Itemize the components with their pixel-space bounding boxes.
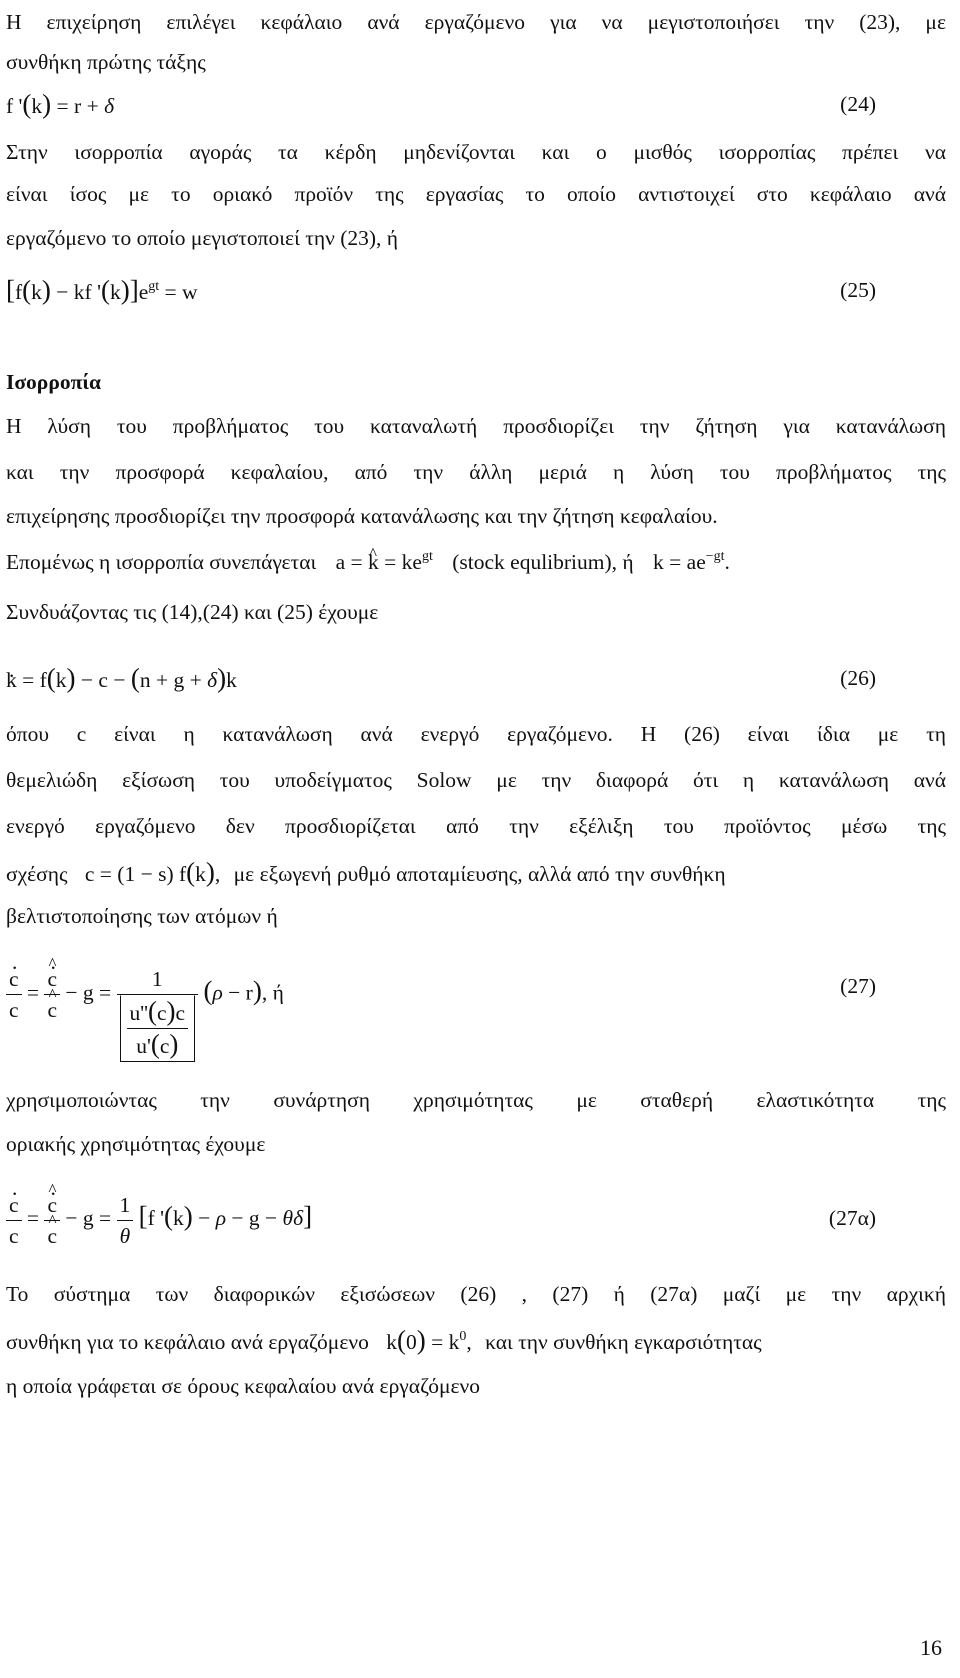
- equation-number: (25): [840, 278, 876, 302]
- paragraph-line-initial-condition: συνθήκη για το κεφάλαιο ανά εργαζόμενο $k(0) = k^0$, και την συνθήκη εγκαρσιότητας: [6, 1325, 762, 1355]
- text-segment: (stock equlibrium), ή: [452, 550, 634, 574]
- paragraph-line: επιχείρησης προσδιορίζει την προσφορά κατανάλωσης και την ζήτηση κεφαλαίου.: [6, 504, 718, 528]
- equation-26: . k = f(k) − c − (n + g + δ)k (26): [6, 656, 876, 700]
- text-segment: Επομένως η ισορροπία συνεπάγεται: [6, 550, 317, 574]
- paragraph-line: Η επιχείρηση επιλέγει κεφάλαιο ανά εργαζόμενο για να μεγιστοποιήσει την (23), με: [6, 10, 946, 34]
- equation-number: (24): [840, 92, 876, 116]
- paragraph-line: χρησιμοποιώντας την συνάρτηση χρησιμότητας με σταθερή ελαστικότητα της: [6, 1088, 946, 1112]
- paragraph-line: Το σύστημα των διαφορικών εξισώσεων (26) , (27) ή (27α) μαζί με την αρχική: [6, 1282, 946, 1306]
- text-segment: σχέσης: [6, 862, 68, 886]
- paragraph-line: είναι ίσος με το οριακό προϊόν της εργασίας το οποίο αντιστοιχεί στο κεφάλαιο ανά: [6, 182, 946, 206]
- paragraph-line: ενεργό εργαζόμενο δεν προσδιορίζεται από την εξέλιξη του προϊόντος μέσω της: [6, 814, 946, 838]
- paragraph-line: Η λύση του προβλήματος του καταναλωτή προσδιορίζει την ζήτηση για κατανάλωση: [6, 414, 946, 438]
- text-segment: με εξωγενή ρυθμό αποταμίευσης, αλλά από την συνθήκη: [233, 862, 726, 886]
- equation-25: [f(k) − kf '$(k)]e^{gt} = w$ (25): [6, 268, 876, 312]
- equation-27a: . $\frac{c}{c}$ = . ^ c ^ c − g = $\frac{1}{\theta}$ [f '(k) − ρ − g − θδ] (27α): [6, 1190, 876, 1254]
- paragraph-line-saving-relation: σχέσης c = (1 − s) f(k), με εξωγενή ρυθμό αποταμίευσης, αλλά από την συνθήκη: [6, 857, 726, 887]
- paragraph-line: θεμελιώδη εξίσωση του υποδείγματος Solow με την διαφορά ότι η κατανάλωση ανά: [6, 768, 946, 792]
- page-number: 16: [920, 1635, 942, 1660]
- paragraph-line: εργαζόμενο το οποίο μεγιστοποιεί την (23), ή: [6, 226, 399, 250]
- text-segment: και την συνθήκη εγκαρσιότητας: [485, 1330, 762, 1354]
- paragraph-line: συνθήκη πρώτης τάξης: [6, 50, 206, 74]
- equation-number: (26): [840, 666, 876, 690]
- paragraph-line: η οποία γράφεται σε όρους κεφαλαίου ανά εργαζόμενο: [6, 1374, 480, 1398]
- paragraph-line: οριακής χρησιμότητας έχουμε: [6, 1132, 266, 1156]
- text-segment: συνθήκη για το κεφάλαιο ανά εργαζόμενο: [6, 1330, 369, 1354]
- equation-number: (27): [840, 974, 876, 998]
- equation-number: (27α): [828, 1206, 876, 1230]
- paragraph-line: και την προσφορά κεφαλαίου, από την άλλη μεριά η λύση του προβλήματος της: [6, 460, 946, 484]
- section-heading: Ισορροπία: [6, 370, 102, 394]
- paragraph-line: βελτιστοποίησης των ατόμων ή: [6, 904, 278, 928]
- paragraph-line: Στην ισορροπία αγοράς τα κέρδη μηδενίζονται και ο μισθός ισορροπίας πρέπει να: [6, 140, 946, 164]
- paragraph-line-equilibrium: Επομένως η ισορροπία συνεπάγεται a = ^ $k = ke^{gt}$ (stock equlibrium), ή $k = ae^{-gt}$.: [6, 540, 946, 588]
- paragraph-line: Συνδυάζοντας τις (14),(24) και (25) έχουμε: [6, 600, 379, 624]
- text-segment: , ή: [261, 980, 284, 1005]
- equation-24: f '(k) = r + δ (24): [6, 82, 876, 126]
- equation-27: . $\frac{c}{c}$ = . ^ c ^ c − g = $\frac{1}{\frac{u''(c)c}{u'(c)}}$ (ρ − r), ή (27): [6, 964, 876, 1074]
- paragraph-line: όπου c είναι η κατανάλωση ανά ενεργό εργαζόμενο. Η (26) είναι ίδια με τη: [6, 722, 946, 746]
